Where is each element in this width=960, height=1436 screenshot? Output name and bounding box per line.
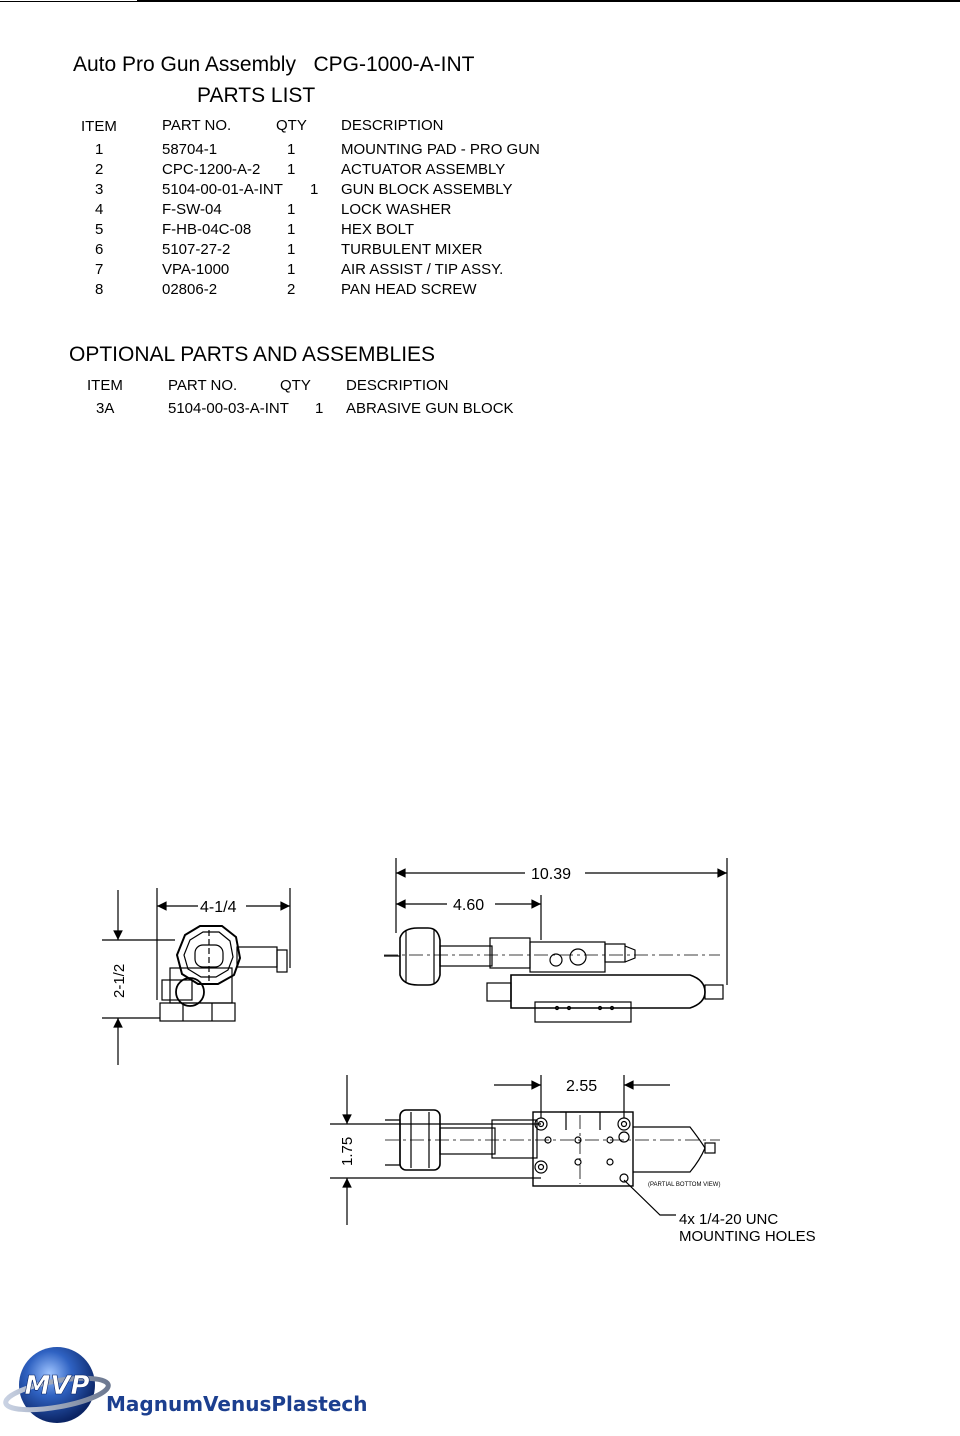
item-number: 5: [95, 221, 104, 238]
item-number: 3: [95, 181, 104, 198]
description: HEX BOLT: [341, 221, 415, 238]
dim-length-to-block: 4.60: [453, 897, 485, 914]
col-header-qty: QTY: [280, 377, 311, 394]
dim-hole-spacing-y: 1.75: [339, 1136, 356, 1166]
part-number: 5104-00-01-A-INT: [162, 181, 283, 198]
description: ACTUATOR ASSEMBLY: [341, 161, 506, 178]
quantity: 1: [287, 261, 296, 278]
description: TURBULENT MIXER: [341, 241, 483, 258]
mounting-note-line1: 4x 1/4-20 UNC: [679, 1211, 779, 1228]
end-view: [102, 888, 290, 1065]
item-number: 1: [95, 141, 104, 158]
logo-initials: MVP: [24, 1371, 90, 1401]
description: GUN BLOCK ASSEMBLY: [341, 181, 513, 198]
part-number: CPC-1200-A-2: [162, 161, 261, 178]
page-top-rule: [0, 0, 960, 3]
parts-list-heading: PARTS LIST: [197, 84, 316, 107]
part-number: F-SW-04: [162, 201, 222, 218]
col-header-description: DESCRIPTION: [341, 117, 444, 134]
quantity: 1: [310, 181, 319, 198]
part-number: 02806-2: [162, 281, 218, 298]
part-number: VPA-1000: [162, 261, 230, 278]
optional-parts-heading: OPTIONAL PARTS AND ASSEMBLIES: [69, 343, 436, 366]
quantity: 1: [287, 241, 296, 258]
logo-wordmark: MagnumVenusPlastech: [106, 1392, 368, 1416]
col-header-item: ITEM: [81, 118, 117, 135]
dim-overall-length: 10.39: [531, 866, 572, 883]
quantity: 1: [287, 201, 296, 218]
document-title: Auto Pro Gun Assembly CPG-1000-A-INT: [73, 53, 475, 76]
bottom-view: [330, 1075, 720, 1225]
mounting-note-line2: MOUNTING HOLES: [679, 1228, 816, 1245]
col-header-qty: QTY: [276, 117, 307, 134]
quantity: 1: [287, 221, 296, 238]
dim-hole-spacing-x: 2.55: [566, 1078, 598, 1095]
item-number: 3A: [96, 400, 115, 417]
item-number: 7: [95, 261, 104, 278]
quantity: 1: [315, 400, 324, 417]
description: AIR ASSIST / TIP ASSY.: [341, 261, 504, 278]
dimension-drawing: [0, 840, 960, 1260]
dim-width-side: 4-1/4: [200, 899, 237, 916]
view-label: (PARTIAL BOTTOM VIEW): [648, 1182, 721, 1188]
part-number: F-HB-04C-08: [162, 221, 252, 238]
part-number: 5107-27-2: [162, 241, 231, 258]
item-number: 6: [95, 241, 104, 258]
company-logo: [2, 1340, 382, 1430]
description: ABRASIVE GUN BLOCK: [346, 400, 514, 417]
quantity: 1: [287, 141, 296, 158]
part-number: 5104-00-03-A-INT: [168, 400, 289, 417]
item-number: 8: [95, 281, 104, 298]
part-number: 58704-1: [162, 141, 218, 158]
quantity: 1: [287, 161, 296, 178]
col-header-description: DESCRIPTION: [346, 377, 449, 394]
description: LOCK WASHER: [341, 201, 452, 218]
item-number: 2: [95, 161, 104, 178]
col-header-part: PART NO.: [162, 117, 232, 134]
col-header-item: ITEM: [87, 377, 123, 394]
quantity: 2: [287, 281, 296, 298]
description: PAN HEAD SCREW: [341, 281, 477, 298]
dim-height-side: 2-1/2: [111, 963, 128, 998]
col-header-part: PART NO.: [168, 377, 238, 394]
mvp-globe-icon: [4, 1347, 111, 1423]
item-number: 4: [95, 201, 104, 218]
description: MOUNTING PAD - PRO GUN: [341, 141, 540, 158]
